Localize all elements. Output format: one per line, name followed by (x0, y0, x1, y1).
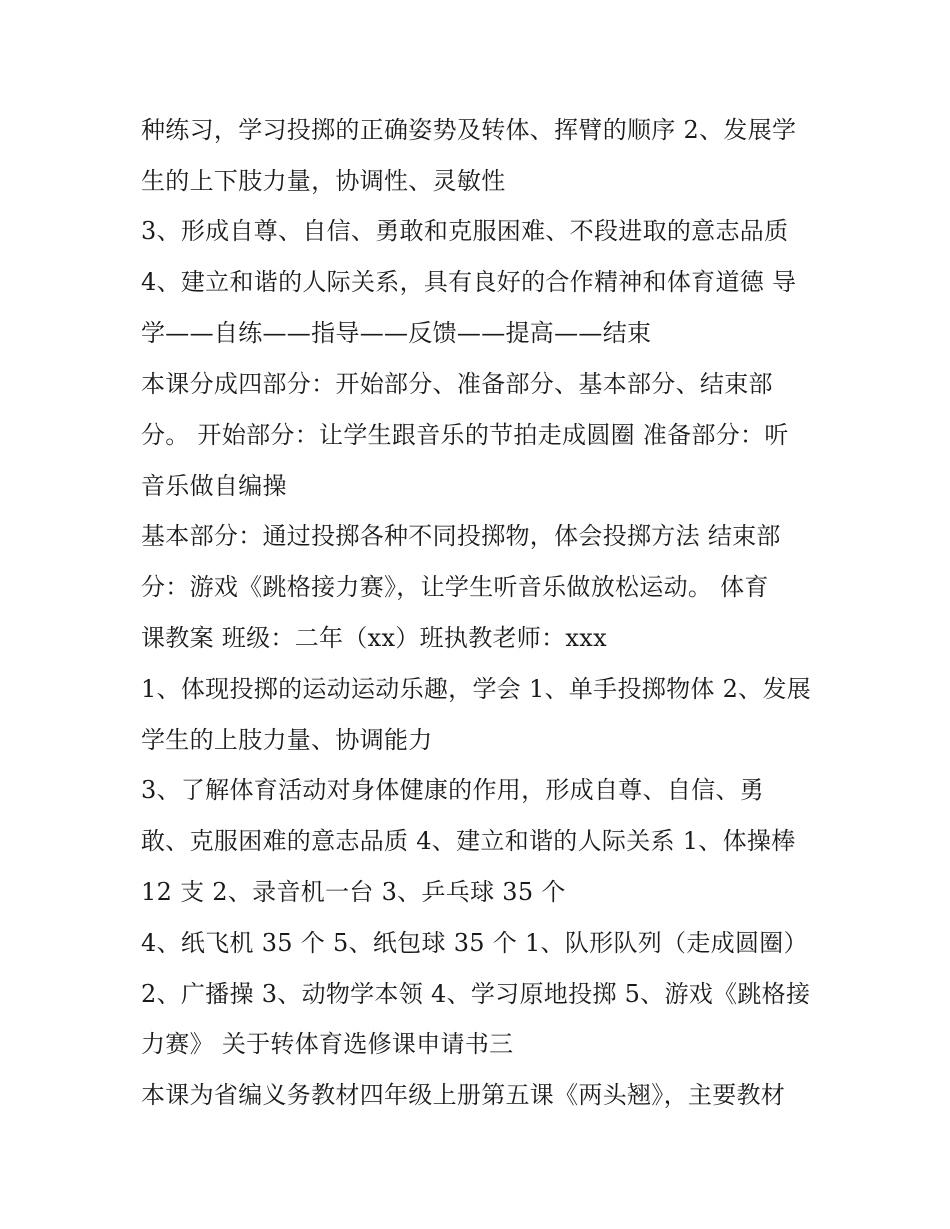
text-line: 本课分成四部分：开始部分、准备部分、基本部分、结束部 (141, 370, 773, 398)
text-line: 分。 开始部分：让学生跟音乐的节拍走成圆圈 准备部分：听 (141, 421, 789, 449)
text-line: 12 支 2、录音机一台 3、乒乓球 35 个 (141, 878, 566, 906)
text-line: 1、体现投掷的运动运动乐趣，学会 1、单手投掷物体 2、发展 (141, 675, 812, 703)
text-line: 分：游戏《跳格接力赛》，让学生听音乐做放松运动。 体育 (141, 573, 769, 601)
text-line: 课教案 班级：二年（xx）班执教老师：xxx (141, 624, 607, 652)
text-line: 敢、克服困难的意志品质 4、建立和谐的人际关系 1、体操棒 (141, 827, 796, 855)
text-line: 学生的上肢力量、协调能力 (141, 726, 433, 754)
text-line: 4、建立和谐的人际关系，具有良好的合作精神和体育道德 导 (141, 268, 797, 296)
text-line: 2、广播操 3、动物学本领 4、学习原地投掷 5、游戏《跳格接 (141, 980, 811, 1008)
text-line: 生的上下肢力量，协调性、灵敏性 (141, 167, 506, 195)
text-line: 音乐做自编操 (141, 472, 287, 500)
text-line: 3、形成自尊、自信、勇敢和克服困难、不段进取的意志品质 (141, 217, 789, 245)
text-line: 基本部分：通过投掷各种不同投掷物，体会投掷方法 结束部 (141, 522, 781, 550)
text-line: 3、了解体育活动对身体健康的作用，形成自尊、自信、勇 (141, 776, 765, 804)
text-line: 力赛》 关于转体育选修课申请书三 (141, 1030, 514, 1058)
text-line: 种练习，学习投掷的正确姿势及转体、挥臂的顺序 2、发展学 (141, 116, 797, 144)
text-line: 学——自练——指导——反馈——提高——结束 (141, 319, 652, 347)
text-line: 本课为省编义务教材四年级上册第五课《两头翘》，主要教材 (141, 1081, 786, 1109)
text-line: 4、纸飞机 35 个 5、纸包球 35 个 1、队形队列（走成圆圈） (141, 929, 808, 957)
